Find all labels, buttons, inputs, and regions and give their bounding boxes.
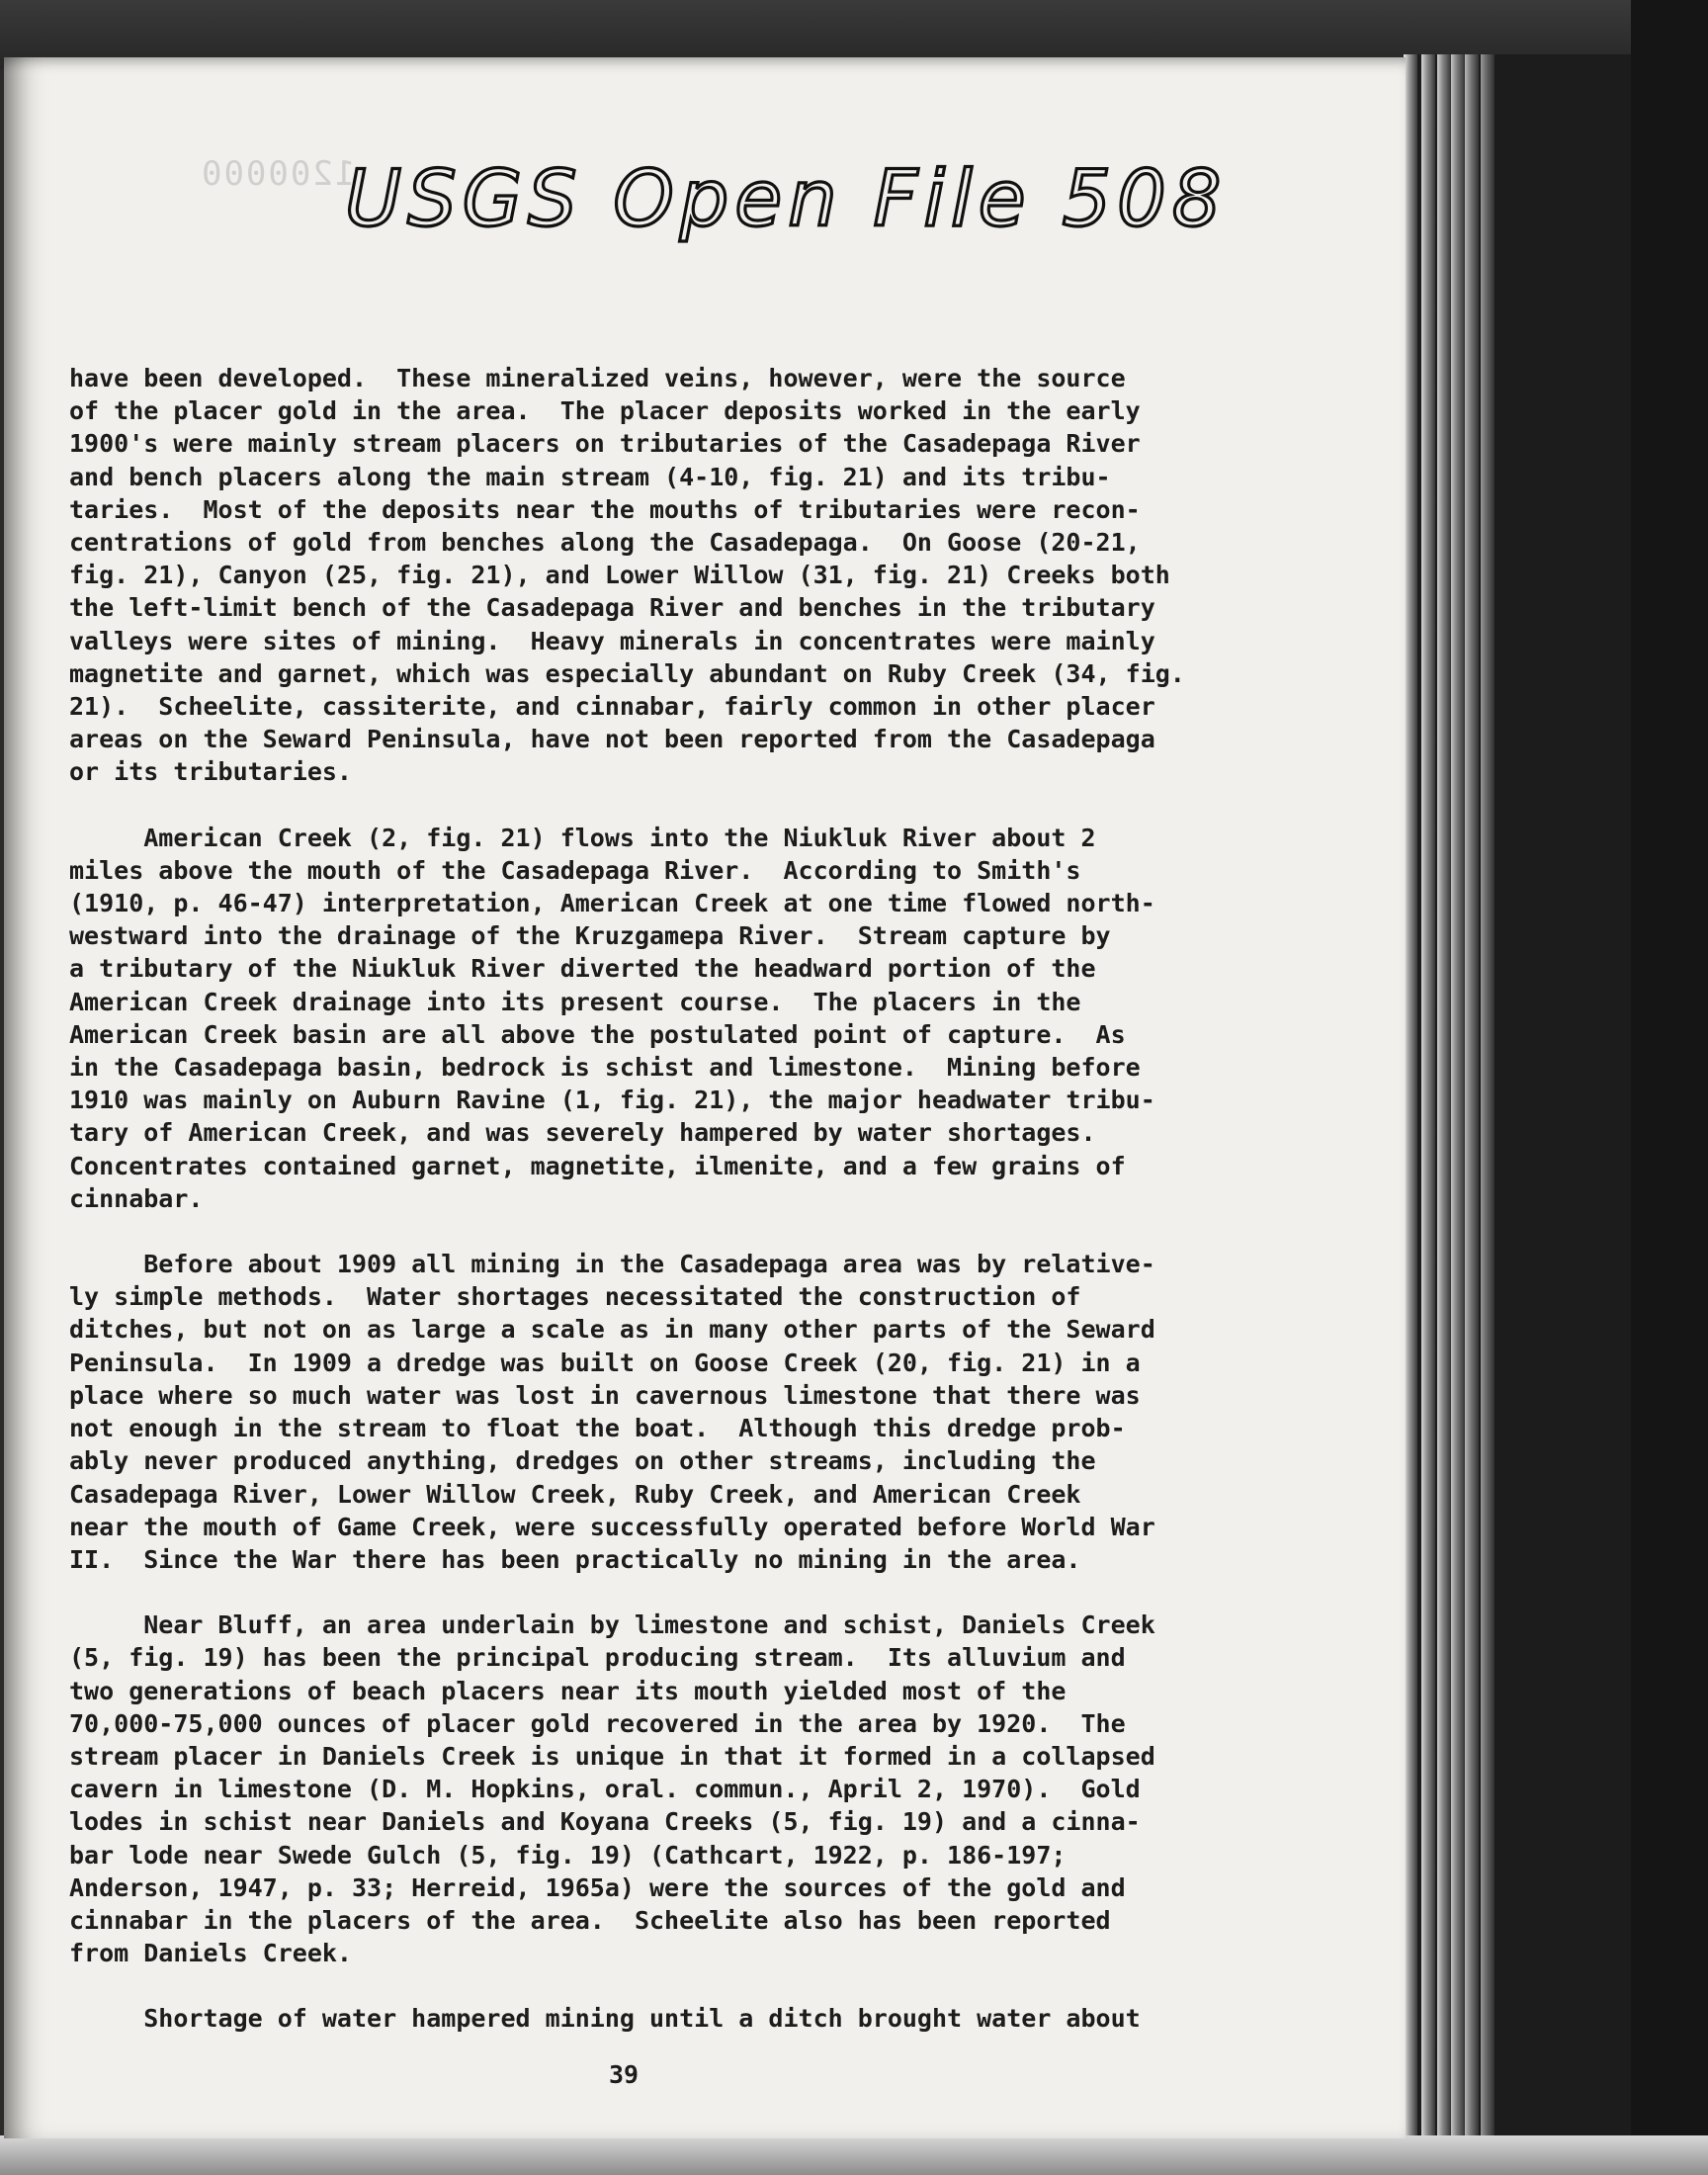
handwritten-header — [345, 144, 1324, 253]
text-line: two generations of beach placers near its mouth yielded most of the — [69, 1676, 1067, 1705]
handwritten-header-text — [345, 144, 1324, 253]
text-line: cinnabar. — [69, 1183, 204, 1213]
text-line: lodes in schist near Daniels and Koyana Creeks (5, fig. 19) and a cinna- — [69, 1807, 1141, 1837]
text-line: taries. Most of the deposits near the mouths of tributaries were recon- — [69, 494, 1141, 524]
text-line: place where so much water was lost in cavernous limestone that there was — [69, 1380, 1141, 1410]
text-line: ly simple methods. Water shortages necessitated the construction of — [69, 1282, 1081, 1312]
text-line: miles above the mouth of the Casadepaga River. According to Smith's — [69, 855, 1081, 885]
paragraph-2 — [69, 822, 1324, 1215]
text-line: a tributary of the Niukluk River diverted the headward portion of the — [69, 954, 1096, 984]
page-edge — [1451, 54, 1465, 2175]
text-line: areas on the Seward Peninsula, have not been reported from the Casadepaga — [69, 725, 1155, 754]
text-line: cavern in limestone (D. M. Hopkins, oral. commun., April 2, 1970). Gold — [69, 1775, 1141, 1804]
page-edge — [1481, 54, 1494, 2175]
body-text — [69, 362, 1324, 2068]
text-line: American Creek drainage into its present course. The placers in the — [69, 987, 1081, 1016]
text-line: the left-limit bench of the Casadepaga River and benches in the tributary — [69, 593, 1155, 623]
svg-text:USGS Open File 508: USGS Open File 508 — [345, 155, 1228, 244]
text-line: centrations of gold from benches along the Casadepaga. On Goose (20-21, — [69, 528, 1141, 558]
text-line: American Creek basin are all above the postulated point of capture. As — [69, 1019, 1126, 1049]
text-line: 70,000-75,000 ounces of placer gold recovered in the area by 1920. The — [69, 1708, 1126, 1738]
scan-background-bottom — [0, 2135, 1708, 2175]
text-line: ditches, but not on as large a scale as in many other parts of the Seward — [69, 1315, 1155, 1345]
mirrored-stamp: 1200000 — [200, 154, 356, 194]
text-line: (5, fig. 19) has been the principal producing stream. Its alluvium and — [69, 1643, 1126, 1673]
text-line: near the mouth of Game Creek, were successfully operated before World War — [69, 1512, 1155, 1541]
text-line: 1910 was mainly on Auburn Ravine (1, fig. 21), the major headwater tribu- — [69, 1086, 1155, 1115]
text-line: not enough in the stream to float the boat. Although this dredge prob- — [69, 1414, 1126, 1443]
page-edge — [1437, 54, 1451, 2175]
text-line: ably never produced anything, dredges on other streams, including the — [69, 1446, 1096, 1476]
text-line: have been developed. These mineralized veins, however, were the source — [69, 364, 1126, 392]
text-line: valleys were sites of mining. Heavy minerals in concentrates were mainly — [69, 626, 1155, 655]
text-line: 1900's were mainly stream placers on tributaries of the Casadepaga River — [69, 429, 1141, 459]
text-line: cinnabar in the placers of the area. Scheelite also has been reported — [69, 1905, 1111, 1935]
paragraph-1 — [69, 362, 1324, 789]
text-line: of the placer gold in the area. The placer deposits worked in the early — [69, 396, 1141, 426]
text-line: and bench placers along the main stream (4-10, fig. 21) and its tribu- — [69, 462, 1111, 491]
page-edge — [1465, 54, 1479, 2175]
page-number: 39 — [609, 2060, 640, 2089]
text-line: Peninsula. In 1909 a dredge was built on Goose Creek (20, fig. 21) in a — [69, 1348, 1141, 1377]
text-line: bar lode near Swede Gulch (5, fig. 19) (Cathcart, 1922, p. 186-197; — [69, 1840, 1067, 1870]
text-line: westward into the drainage of the Kruzgamepa River. Stream capture by — [69, 921, 1111, 951]
text-line: tary of American Creek, and was severely hampered by water shortages. — [69, 1118, 1096, 1148]
page-stack-edges — [1404, 54, 1631, 2175]
text-line: (1910, p. 46-47) interpretation, American Creek at one time flowed north- — [69, 889, 1155, 918]
paragraph-5 — [69, 2002, 1324, 2035]
text-line: from Daniels Creek. — [69, 1939, 352, 1968]
page-edge — [1404, 54, 1417, 2175]
text-line: II. Since the War there has been practically no mining in the area. — [69, 1544, 1081, 1574]
text-line: Before about 1909 all mining in the Casadepaga area was by relative- — [69, 1250, 1155, 1279]
text-line: magnetite and garnet, which was especially abundant on Ruby Creek (34, fig. — [69, 658, 1185, 688]
text-line: Concentrates contained garnet, magnetite, ilmenite, and a few grains of — [69, 1151, 1126, 1180]
text-line: American Creek (2, fig. 21) flows into the Niukluk River about 2 — [69, 823, 1096, 852]
page-edge — [1421, 54, 1435, 2175]
text-line: Shortage of water hampered mining until a ditch brought water about — [69, 2004, 1141, 2034]
text-line: 21). Scheelite, cassiterite, and cinnabar, fairly common in other placer — [69, 692, 1155, 722]
text-line: Anderson, 1947, p. 33; Herreid, 1965a) were the sources of the gold and — [69, 1872, 1126, 1902]
text-line: in the Casadepaga basin, bedrock is schist and limestone. Mining before — [69, 1053, 1141, 1083]
text-line: Near Bluff, an area underlain by limestone and schist, Daniels Creek — [69, 1610, 1155, 1640]
text-line: Casadepaga River, Lower Willow Creek, Ruby Creek, and American Creek — [69, 1479, 1081, 1509]
paragraph-3 — [69, 1248, 1324, 1576]
paragraph-4 — [69, 1609, 1324, 1969]
text-line: or its tributaries. — [69, 757, 352, 787]
document-page — [4, 57, 1406, 2138]
text-line: stream placer in Daniels Creek is unique in that it formed in a collapsed — [69, 1741, 1155, 1771]
scan-background-right — [1631, 0, 1708, 2175]
text-line: fig. 21), Canyon (25, fig. 21), and Lower Willow (31, fig. 21) Creeks both — [69, 561, 1170, 590]
